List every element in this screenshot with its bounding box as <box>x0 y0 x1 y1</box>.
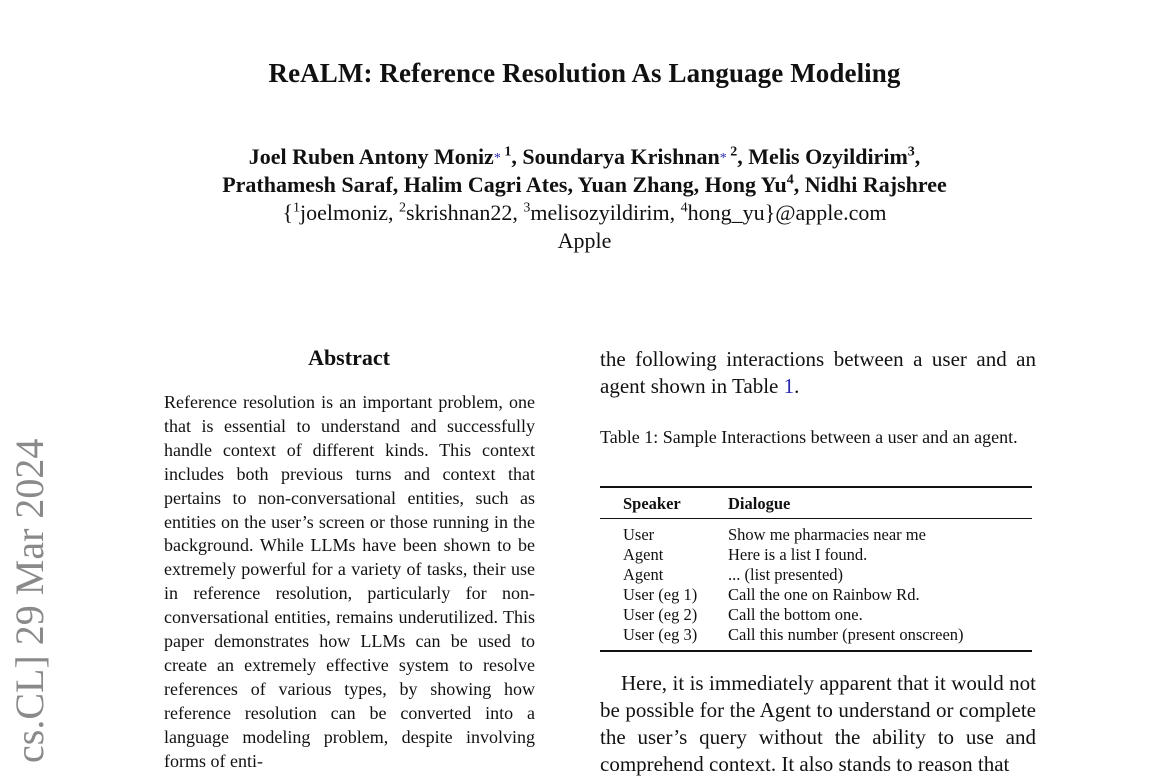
abstract-heading: Abstract <box>308 345 390 370</box>
author-2: Soundarya Krishnan <box>522 144 720 169</box>
table-row <box>600 519 1032 546</box>
equal-contrib-marker: * <box>719 151 727 166</box>
author-names: Joel Ruben Antony Moniz* $^1$, Soundarya Krishnan* $^2$, Melis Ozyildirim$^3$, Prathamesh Saraf, Halim Cagri Ates, Yuan Zhang, Hong Yu$^4$, Nidhi Rajshree <box>222 144 947 197</box>
speaker-cell: User <box>623 525 655 544</box>
right-column-intro <box>600 346 1036 400</box>
email-4: hong_yu <box>687 200 765 225</box>
author-emails: {$^1$joelmoniz, $^2$skrishnan22, $^3$melisozyildirim, $^4$hong_yu}@apple.com <box>282 200 887 225</box>
table-row <box>600 565 1032 585</box>
dialogue-cell: Show me pharmacies near me <box>728 525 926 544</box>
author-block <box>0 143 1169 255</box>
table-row <box>600 605 1032 625</box>
dialogue-cell: Call the bottom one. <box>728 605 863 624</box>
author-5: Nidhi Rajshree <box>804 172 947 197</box>
speaker-cell: User (eg 3) <box>623 625 698 644</box>
body-paragraph: Here, it is immediately apparent that it would not be possible for the Agent to understand or complete the user’s query without the ability to use and comprehend context. It also stands to reason that <box>600 671 1036 776</box>
speaker-cell: Agent <box>623 565 664 584</box>
dialogue-cell: ... (list presented) <box>728 565 844 584</box>
author-1: Joel Ruben Antony Moniz <box>248 144 494 169</box>
paper-title: ReALM: Reference Resolution As Language Modeling <box>268 58 901 88</box>
header-dialogue: Dialogue <box>728 488 1032 519</box>
table-row <box>600 585 1032 605</box>
author-group: Prathamesh Saraf, Halim Cagri Ates, Yuan Zhang, Hong Yu <box>222 172 787 197</box>
table-reference-link[interactable]: 1 <box>783 374 795 398</box>
email-1: joelmoniz, <box>300 200 394 225</box>
table-row <box>600 625 1032 650</box>
speaker-cell: User (eg 1) <box>623 585 698 604</box>
affiliation: Apple <box>557 228 612 253</box>
intro-end: . <box>794 374 800 398</box>
dialogue-cell: Call the one on Rainbow Rd. <box>728 585 920 604</box>
table-row <box>600 545 1032 565</box>
email-domain: @apple.com <box>775 200 887 225</box>
dialogue-cell: Call this number (present onscreen) <box>728 625 964 644</box>
dialogue-table <box>600 486 1032 652</box>
speaker-cell: Agent <box>623 545 664 564</box>
email-3: melisozyildirim, <box>530 200 676 225</box>
author-3: Melis Ozyildirim <box>748 144 908 169</box>
dialogue-cell: Here is a list I found. <box>728 545 868 564</box>
abstract-body: Reference resolution is an important problem, one that is essential to understand and successfully handle context of different kinds. This context includes both previous turns and context that pertains to non-conversational entities, such as entities on the user’s screen or those running in the background. While LLMs have been shown to be extremely powerful for a variety of tasks, their use in reference resolution, particularly for non-conversational entities, remains underutilized. This paper demonstrates how LLMs can be used to create an extremely effective system to resolve references of various types, by showing how reference resolution can be converted into a language modeling problem, despite involving forms of enti- <box>164 392 535 771</box>
intro-text: the following interactions between a user and an agent shown in Table <box>600 347 1036 398</box>
arxiv-watermark: cs.CL] 29 Mar 2024 <box>7 438 52 763</box>
equal-contrib-marker: * <box>493 151 501 166</box>
speaker-cell: User (eg 2) <box>623 605 698 624</box>
email-2: skrishnan22, <box>406 200 518 225</box>
table-header-row <box>600 488 1032 519</box>
header-speaker: Speaker <box>600 488 728 519</box>
table-caption: Table 1: Sample Interactions between a user and an agent. <box>600 427 1018 447</box>
